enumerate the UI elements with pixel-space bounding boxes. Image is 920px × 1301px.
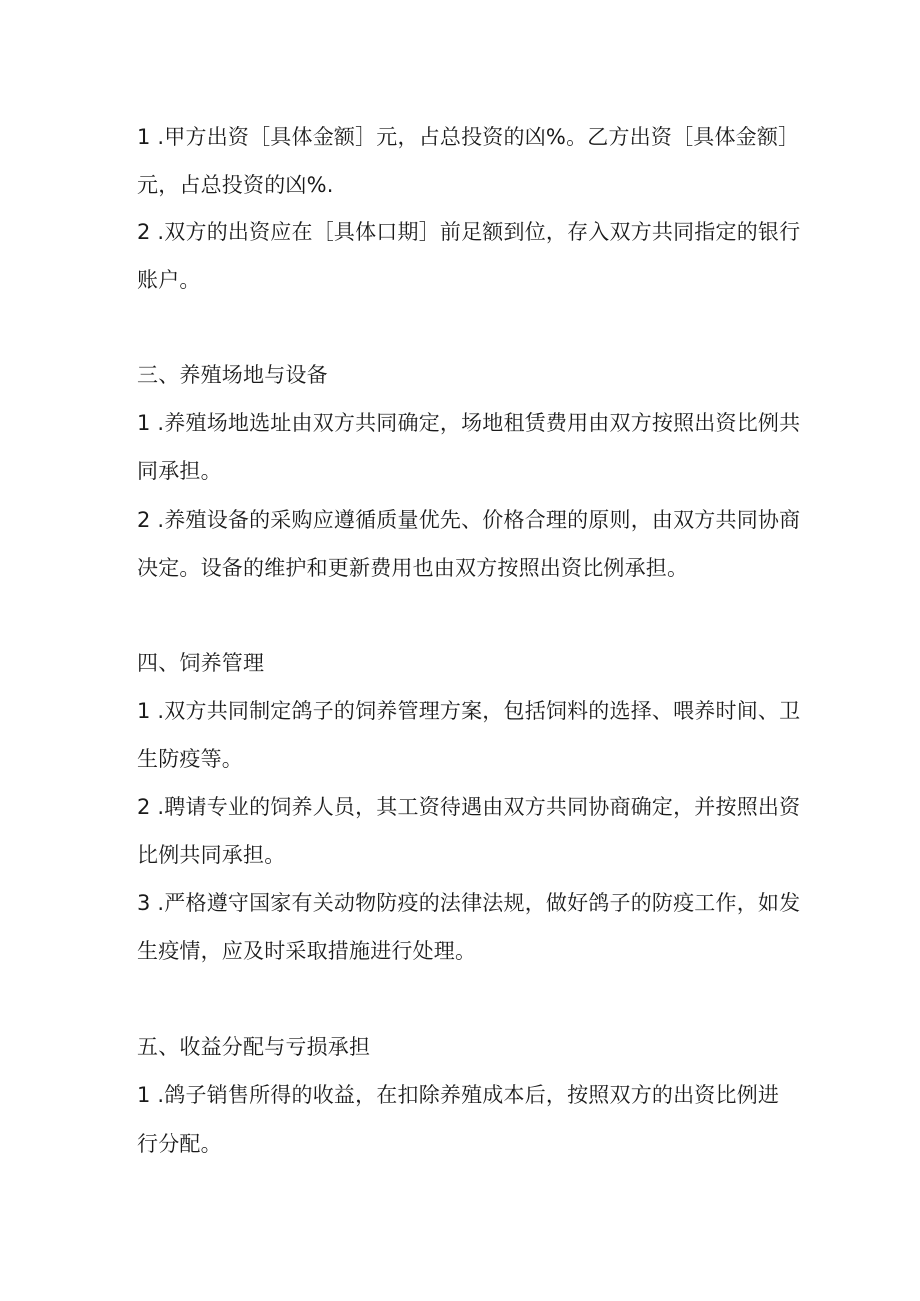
clause-3-2-line-2: 决定。设备的维护和更新费用也由双方按照出资比例承担。 [137, 556, 689, 580]
clause-4-1-line-2: 生防疫等。 [137, 747, 243, 771]
clause-3-1-line-1: 1 .养殖场地选址由双方共同确定，场地租赁费用由双方按照出资比例共 [137, 411, 801, 435]
clause-4-1-line-1: 1 .双方共同制定鸽子的饲养管理方案，包括饲料的选择、喂养时间、卫 [137, 699, 801, 723]
section-heading-3: 三、养殖场地与设备 [137, 363, 328, 387]
clause-2-1-line-2: 元，占总投资的凶%. [137, 173, 334, 197]
section-heading-5: 五、收益分配与亏损承担 [137, 1035, 371, 1059]
section-heading-4: 四、饲养管理 [137, 651, 265, 675]
clause-4-3-line-1: 3 .严格遵守国家有关动物防疫的法律法规，做好鸽子的防疫工作，如发 [137, 891, 801, 915]
clause-3-2-line-1: 2 .养殖设备的采购应遵循质量优先、价格合理的原则，由双方共同协商 [137, 508, 801, 532]
clause-4-2-line-2: 比例共同承担。 [137, 843, 286, 867]
clause-3-1-line-2: 同承担。 [137, 459, 222, 483]
clause-5-1-line-1: 1 .鸽子销售所得的收益，在扣除养殖成本后，按照双方的出资比例进 [137, 1083, 780, 1107]
clause-4-3-line-2: 生疫情，应及时采取措施进行处理。 [137, 939, 477, 963]
clause-4-2-line-1: 2 .聘请专业的饲养人员，其工资待遇由双方共同协商确定，并按照出资 [137, 795, 801, 819]
clause-2-2-line-2: 账户。 [137, 268, 201, 292]
clause-5-1-line-2: 行分配。 [137, 1132, 222, 1156]
clause-2-1-line-1: 1 .甲方出资［具体金额］元，占总投资的凶%。乙方出资［具体金额］ [137, 125, 800, 149]
clause-2-2-line-1: 2 .双方的出资应在［具体口期］前足额到位，存入双方共同指定的银行 [137, 220, 801, 244]
